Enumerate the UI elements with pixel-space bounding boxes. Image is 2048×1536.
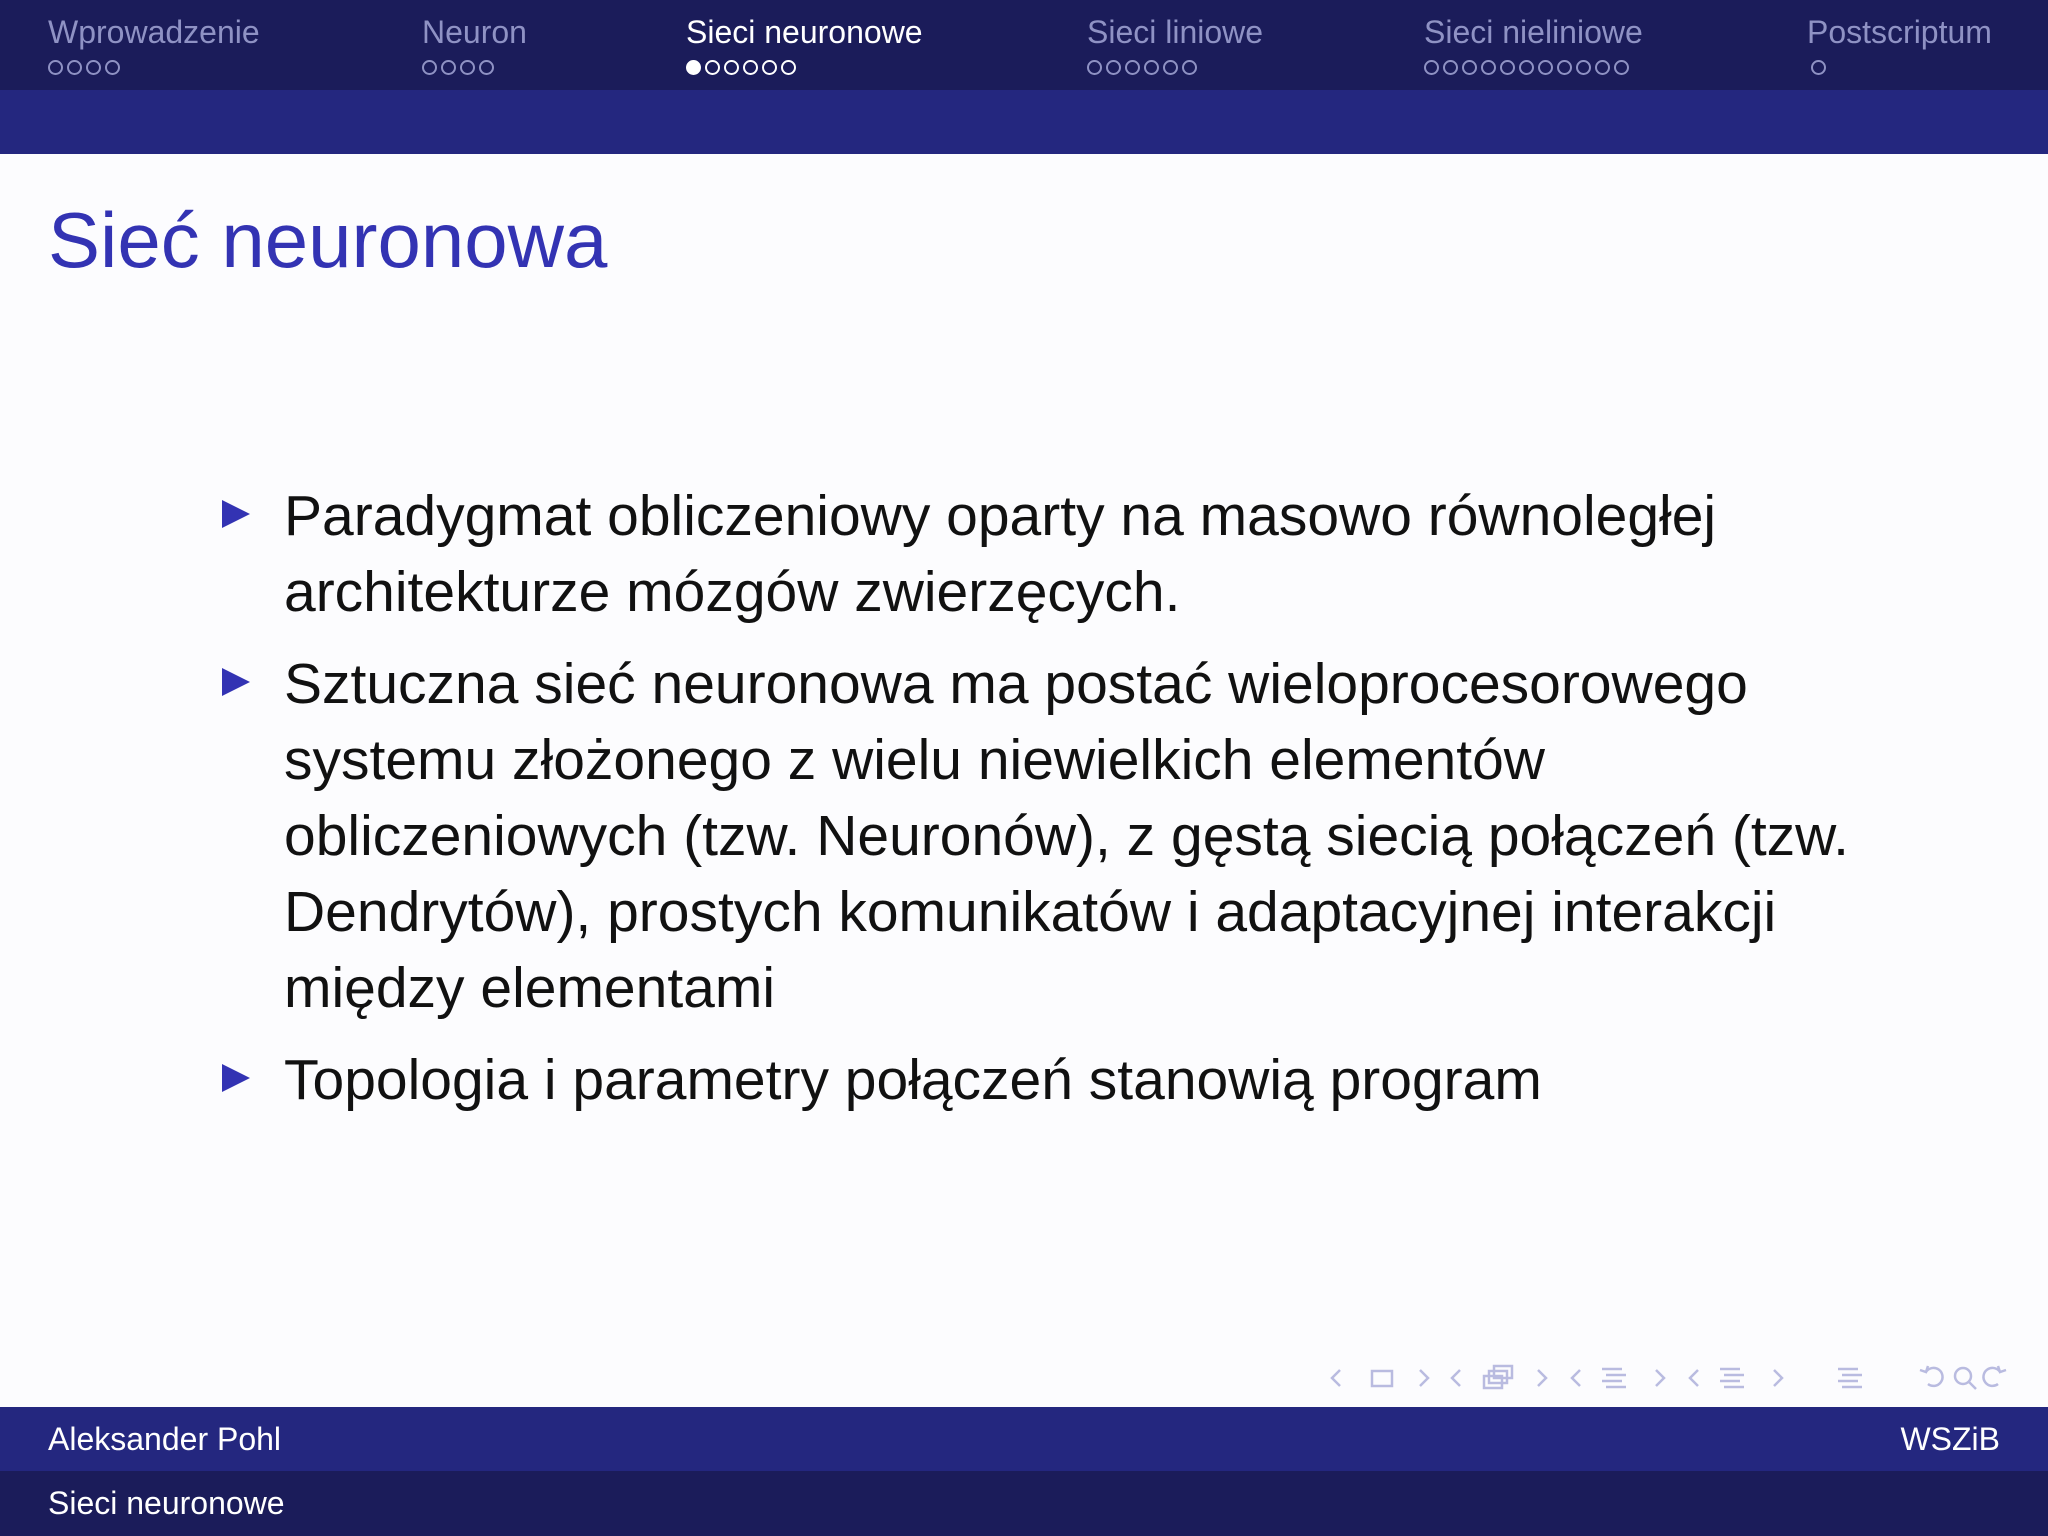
- subsection-dot[interactable]: [48, 60, 63, 75]
- prev-section-icon[interactable]: [1572, 1370, 1580, 1386]
- subsection-dot[interactable]: [1481, 60, 1496, 75]
- subsection-dots: [686, 60, 923, 75]
- subsection-dot[interactable]: [1106, 60, 1121, 75]
- navigation-symbols-strip: [1330, 1358, 2048, 1398]
- search-icon[interactable]: [1955, 1368, 1976, 1389]
- subsection-band: [0, 90, 2048, 154]
- bullet-item: [222, 646, 1882, 1026]
- subsection-dot[interactable]: [1519, 60, 1534, 75]
- subsection-dots: [1807, 60, 1992, 75]
- subsection-dot[interactable]: [1443, 60, 1458, 75]
- subsection-dot[interactable]: [705, 60, 720, 75]
- subsection-dots: [1087, 60, 1263, 75]
- subsection-dot[interactable]: [1538, 60, 1553, 75]
- next-document-icon[interactable]: [1774, 1370, 1782, 1386]
- subsection-dot[interactable]: [1125, 60, 1140, 75]
- forward-icon[interactable]: [1983, 1366, 2006, 1386]
- subsection-dot[interactable]: [1182, 60, 1197, 75]
- nav-section-postscriptum[interactable]: [1807, 10, 1992, 75]
- subsection-dot[interactable]: [1576, 60, 1591, 75]
- nav-section-neuron[interactable]: [422, 10, 527, 75]
- subsection-dot[interactable]: [441, 60, 456, 75]
- subsection-dot[interactable]: [1462, 60, 1477, 75]
- subsection-dot[interactable]: [1811, 60, 1826, 75]
- nav-symbols: [1330, 1358, 2048, 1398]
- subsection-dots: [48, 60, 260, 75]
- subsection-dot[interactable]: [460, 60, 475, 75]
- subsection-dot[interactable]: [67, 60, 82, 75]
- prev-document-icon[interactable]: [1690, 1370, 1698, 1386]
- subsection-dots: [1424, 60, 1643, 75]
- footer-author-bar: [0, 1407, 2048, 1471]
- triangle-bullet-icon: [222, 500, 250, 528]
- bullet-text: Sztuczna sieć neuronowa ma postać wieloprocesorowego systemu złożonego z wielu niewielkich elementów obliczeniowych (tzw. Neuronów), z gęstą siecią połączeń (tzw. Dendrytów), prostych komunikatów i adaptacyjnej interakcji między elementami: [284, 652, 1850, 1020]
- subsection-dot[interactable]: [86, 60, 101, 75]
- nav-section-sieci-nieliniowe[interactable]: [1424, 10, 1643, 75]
- bullet-item: [222, 478, 1882, 630]
- subsection-dot[interactable]: [762, 60, 777, 75]
- subsection-icon[interactable]: [1484, 1366, 1512, 1388]
- footer-author: Aleksander Pohl: [48, 1421, 282, 1457]
- subsection-dot[interactable]: [1500, 60, 1515, 75]
- bullet-text: Paradygmat obliczeniowy oparty na masowo równoległej architekturze mózgów zwierzęcych.: [284, 484, 1717, 624]
- subsection-dot[interactable]: [1087, 60, 1102, 75]
- subsection-dot[interactable]: [1595, 60, 1610, 75]
- subsection-dot[interactable]: [724, 60, 739, 75]
- subsection-dot[interactable]: [1614, 60, 1629, 75]
- triangle-bullet-icon: [222, 1064, 250, 1092]
- prev-frame-icon[interactable]: [1332, 1370, 1340, 1386]
- nav-section-wprowadzenie[interactable]: [48, 10, 260, 75]
- subsection-dot[interactable]: [1163, 60, 1178, 75]
- triangle-bullet-icon: [222, 668, 250, 696]
- nav-section-label[interactable]: Sieci liniowe: [1087, 14, 1264, 50]
- nav-section-label[interactable]: Postscriptum: [1807, 14, 1992, 50]
- nav-section-label[interactable]: Neuron: [422, 14, 527, 50]
- nav-section-label[interactable]: Sieci nieliniowe: [1424, 14, 1643, 50]
- subsection-dot[interactable]: [1557, 60, 1572, 75]
- subsection-dot[interactable]: [422, 60, 437, 75]
- subsection-dot[interactable]: [781, 60, 796, 75]
- subsection-dot[interactable]: [105, 60, 120, 75]
- bullet-text: Topologia i parametry połączeń stanowią program: [284, 1048, 1542, 1112]
- footer-title-bar: [0, 1471, 2048, 1536]
- subsection-dot[interactable]: [1144, 60, 1159, 75]
- bullet-item: [222, 1042, 1882, 1118]
- section-navigation-bar: [0, 0, 2048, 90]
- subsection-dots: [422, 60, 527, 75]
- appendix-icon[interactable]: [1838, 1369, 1862, 1387]
- nav-section-label[interactable]: Sieci neuronowe: [686, 14, 923, 50]
- subsection-dot[interactable]: [1424, 60, 1439, 75]
- nav-section-sieci-liniowe[interactable]: [1087, 10, 1263, 75]
- document-icon[interactable]: [1720, 1369, 1744, 1387]
- nav-section-sieci-neuronowe[interactable]: [686, 10, 923, 75]
- section-icon[interactable]: [1602, 1369, 1626, 1387]
- next-frame-icon[interactable]: [1420, 1370, 1428, 1386]
- footer-short-title: Sieci neuronowe: [48, 1485, 285, 1521]
- subsection-dot[interactable]: [479, 60, 494, 75]
- next-section-icon[interactable]: [1656, 1370, 1664, 1386]
- frame-icon[interactable]: [1372, 1371, 1392, 1386]
- bullet-list: [222, 478, 1882, 1134]
- footer-institute: WSZiB: [1900, 1421, 2000, 1457]
- subsection-dot-current[interactable]: [686, 60, 701, 75]
- subsection-dot[interactable]: [743, 60, 758, 75]
- frame-title: Sieć neuronowa: [48, 196, 608, 284]
- prev-subsection-icon[interactable]: [1452, 1370, 1460, 1386]
- next-subsection-icon[interactable]: [1538, 1370, 1546, 1386]
- back-icon[interactable]: [1920, 1366, 1943, 1386]
- nav-section-label[interactable]: Wprowadzenie: [48, 14, 260, 50]
